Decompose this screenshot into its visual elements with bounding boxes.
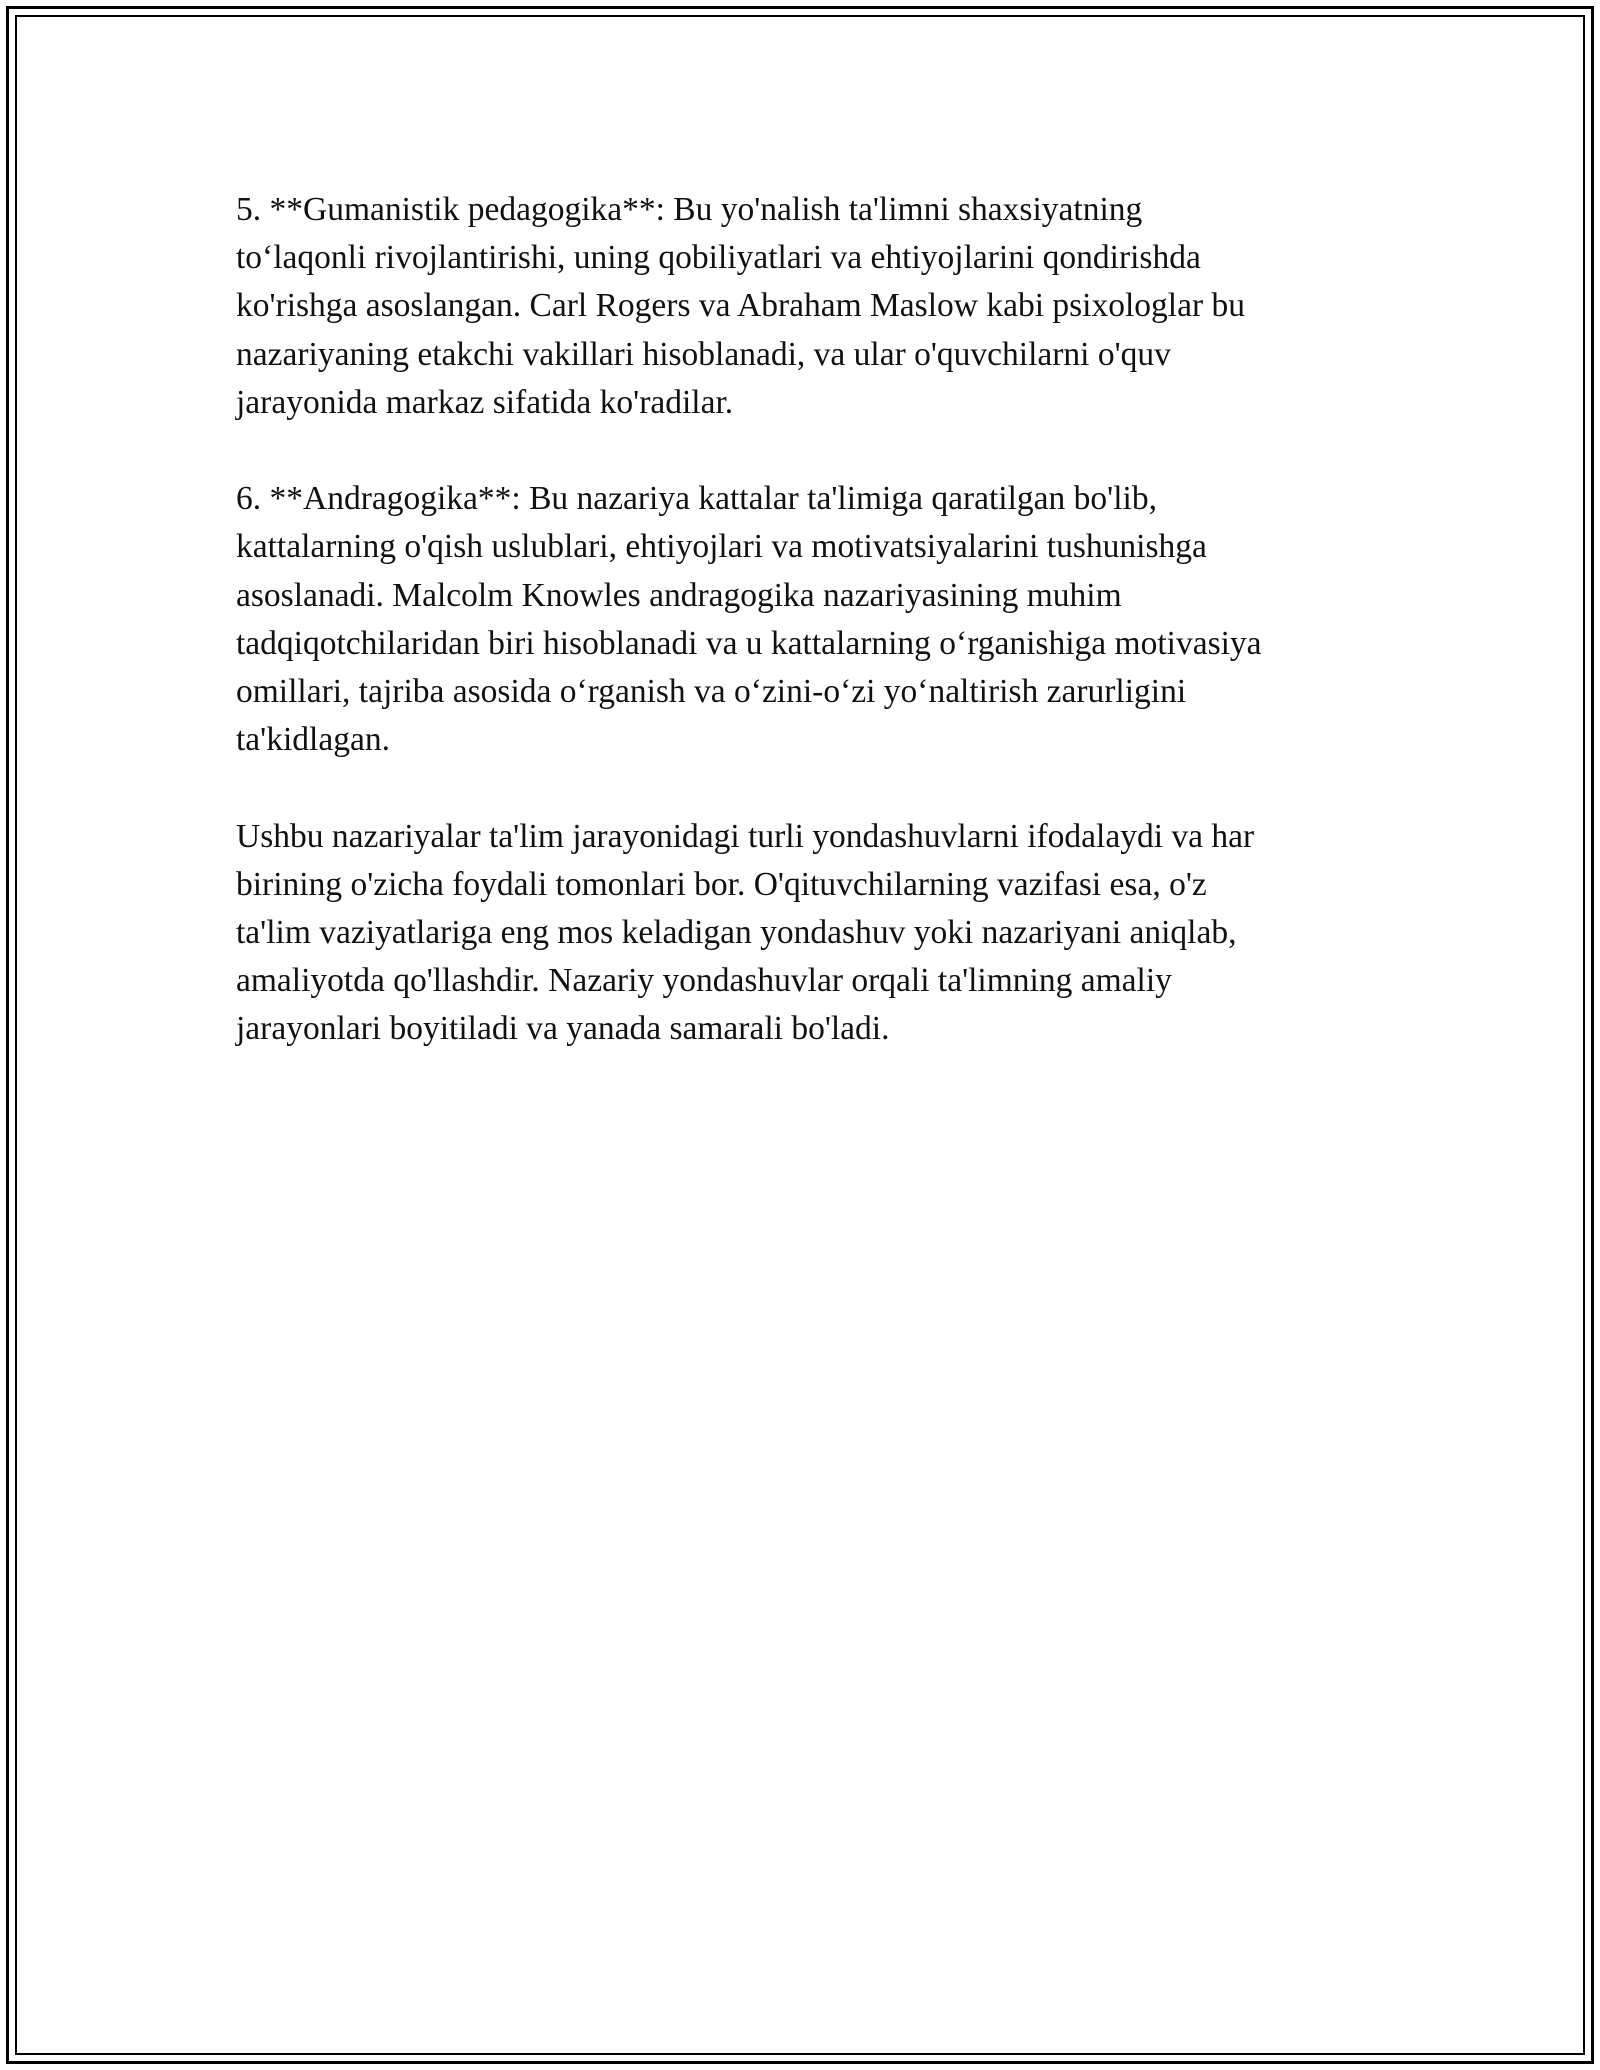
paragraph-andragogika [236,475,1366,764]
text-line: ko'rishga asoslangan. Carl Rogers va Abraham Maslow kabi psixologlar bu [236,287,1245,325]
text-line: asoslanadi. Malcolm Knowles andragogika nazariyasining muhim [236,576,1122,614]
text-line: jarayonlari boyitiladi va yanada samarali bo'ladi. [236,1010,890,1048]
paragraph-conclusion [236,813,1366,1054]
text-line: to‘laqonli rivojlantirishi, uning qobiliyatlari va ehtiyojlarini qondirishda [236,239,1201,277]
text-line: birining o'zicha foydali tomonlari bor. O'qituvchilarning vazifasi esa, o'z [236,865,1207,903]
text-line: omillari, tajriba asosida o‘rganish va o‘zini-o‘zi yo‘naltirish zarurligini [236,673,1187,711]
text-line: kattalarning o'qish uslublari, ehtiyojlari va motivatsiyalarini tushunishga [236,528,1207,566]
text-line: jarayonida markaz sifatida ko'radilar. [236,383,734,421]
document-body [236,186,1366,1054]
text-line: ta'kidlagan. [236,721,390,759]
text-line: amaliyotda qo'llashdir. Nazariy yondashuvlar orqali ta'limning amaliy [236,962,1172,1000]
text-line: tadqiqotchilaridan biri hisoblanadi va u kattalarning o‘rganishiga motivasiya [236,624,1262,662]
text-line: 6. **Andragogika**: Bu nazariya kattalar ta'limiga qaratilgan bo'lib, [236,480,1157,518]
text-line: nazariyaning etakchi vakillari hisoblanadi, va ular o'quvchilarni o'quv [236,335,1171,373]
text-line: Ushbu nazariyalar ta'lim jarayonidagi turli yondashuvlarni ifodalaydi va har [236,817,1255,855]
text-line: ta'lim vaziyatlariga eng mos keladigan yondashuv yoki nazariyani aniqlab, [236,914,1237,952]
paragraph-gumanistik-pedagogika [236,186,1366,427]
text-line: 5. **Gumanistik pedagogika**: Bu yo'nalish ta'limni shaxsiyatning [236,191,1143,228]
